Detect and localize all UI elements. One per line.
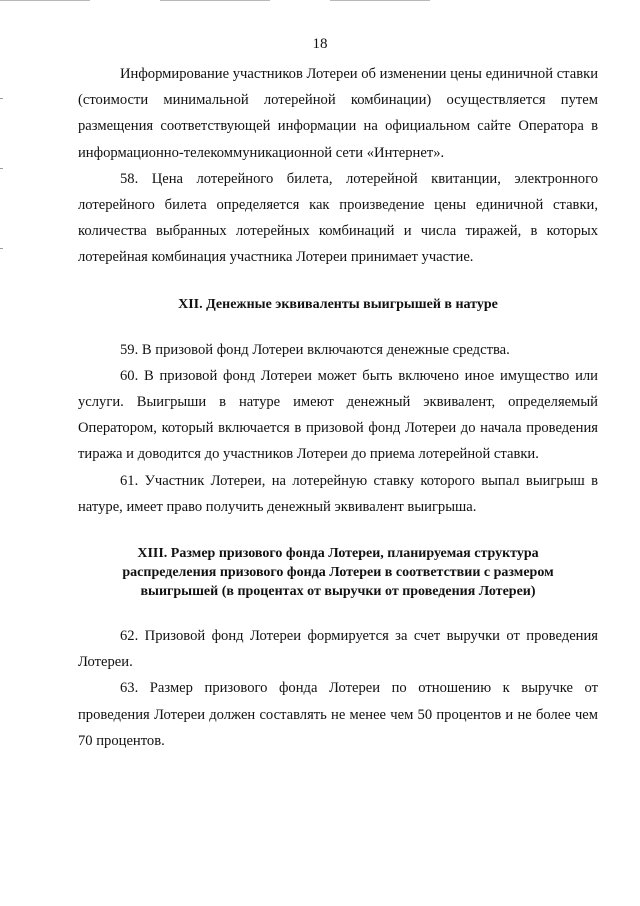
paragraph-62: 62. Призовой фонд Лотереи формируется за счет выручки от проведения Лотереи. (78, 628, 598, 671)
scan-margin-mark (0, 168, 3, 169)
paragraph-60: 60. В призовой фонд Лотереи может быть включено иное имущество или услуги. Выигрыши в натуре имеют денежный эквивалент, определяемый Оператором, который включается в призовой фонд Лотереи до начала проведения тиража и доводится до участников Лотереи до приема лотерейной ставки. (78, 367, 598, 463)
scan-margin-mark (0, 248, 3, 249)
document-body (78, 61, 598, 754)
scan-edge-line (330, 0, 430, 1)
scan-margin-mark (0, 98, 3, 99)
paragraph-58: 58. Цена лотерейного билета, лотерейной квитанции, электронного лотерейного билета определяется как произведение цены единичной ставки, количества выбранных лотерейных комбинаций и числа тиражей, в которых лотерейная комбинация участника Лотереи принимает участие. (78, 170, 598, 266)
section-heading-xiii: XIII. Размер призового фонда Лотереи, планируемая структура распределения призового фонда Лотереи в соответствии с размером выигрышей (в процентах от выручки от проведения Лотереи) (122, 546, 554, 600)
scan-edge-line (160, 0, 270, 1)
paragraph-63: 63. Размер призового фонда Лотереи по отношению к выручке от проведения Лотереи должен составлять не менее чем 50 процентов и не более чем 70 процентов. (78, 680, 598, 749)
section-heading-xii: XII. Денежные эквиваленты выигрышей в натуре (178, 296, 498, 312)
scan-edge-line (0, 0, 90, 1)
paragraph-61: 61. Участник Лотереи, на лотерейную ставку которого выпал выигрыш в натуре, имеет право получить денежный эквивалент выигрыша. (78, 472, 598, 515)
paragraph-59: 59. В призовой фонд Лотереи включаются денежные средства. (120, 341, 510, 358)
page-number: 18 (312, 36, 328, 52)
paragraph-informing-participants: Информирование участников Лотереи об изменении цены единичной ставки (стоимости минимальной лотерейной комбинации) осуществляется путем размещения соответствующей информации на официальном сайте Оператора в информационно-телекоммуникационной сети «Интернет». (78, 66, 598, 161)
